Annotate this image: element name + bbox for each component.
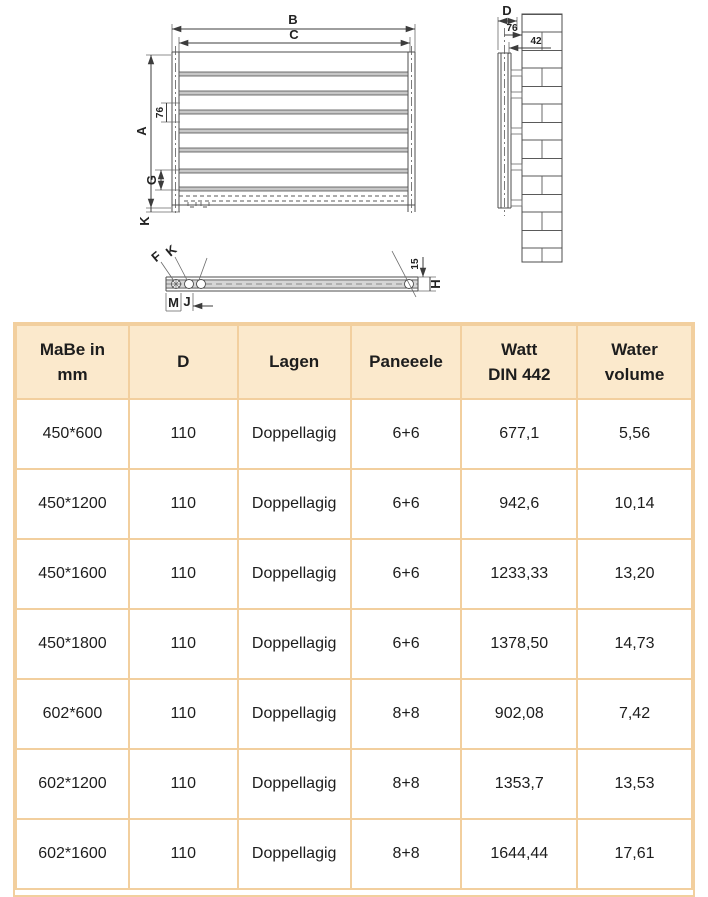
bottom-view-drawing (148, 241, 443, 311)
brick-wall (522, 14, 562, 262)
table-cell: 8+8 (351, 679, 462, 749)
specs-table (15, 324, 693, 890)
label-f: F (148, 248, 164, 265)
table-cell: 6+6 (351, 399, 462, 469)
column-header: Watt DIN 442 (461, 325, 577, 399)
table-row (16, 749, 692, 819)
table-cell: 110 (129, 679, 238, 749)
column-header: D (129, 325, 238, 399)
table-cell: 6+6 (351, 539, 462, 609)
table-cell: 602*1200 (16, 749, 129, 819)
column-header: Water volume (577, 325, 692, 399)
table-row (16, 819, 692, 889)
table-cell: 110 (129, 609, 238, 679)
dim-label-center-offset: 76 (506, 23, 518, 34)
table-cell: 450*1800 (16, 609, 129, 679)
table-cell: 13,53 (577, 749, 692, 819)
table-cell: 110 (129, 749, 238, 819)
table-cell: 602*1600 (16, 819, 129, 889)
table-cell: 7,42 (577, 679, 692, 749)
table-cell: Doppellagig (238, 609, 351, 679)
table-cell: Doppellagig (238, 399, 351, 469)
table-cell: Doppellagig (238, 469, 351, 539)
table-cell: 1378,50 (461, 609, 577, 679)
table-cell: 1353,7 (461, 749, 577, 819)
table-row (16, 609, 692, 679)
table-cell: 6+6 (351, 469, 462, 539)
table-cell: 6+6 (351, 609, 462, 679)
table-cell: 450*600 (16, 399, 129, 469)
label-m: M (168, 295, 179, 310)
label-h: H (428, 279, 443, 289)
front-view-drawing (134, 12, 415, 226)
table-cell: 1644,44 (461, 819, 577, 889)
table-cell: 602*600 (16, 679, 129, 749)
table-cell: Doppellagig (238, 749, 351, 819)
table-row (16, 679, 692, 749)
table-header-row (16, 325, 692, 399)
side-view-drawing (498, 3, 562, 262)
table-cell: 8+8 (351, 819, 462, 889)
table-cell: 450*1600 (16, 539, 129, 609)
table-cell: Doppellagig (238, 819, 351, 889)
table-cell: 110 (129, 469, 238, 539)
dim-label-c: C (289, 27, 299, 42)
table-cell: 110 (129, 819, 238, 889)
table-row (16, 539, 692, 609)
table-row (16, 469, 692, 539)
column-header: MaBe in mm (16, 325, 129, 399)
table-cell: 17,61 (577, 819, 692, 889)
dim-label-d: D (502, 3, 512, 18)
dim-label-g: G (144, 174, 159, 186)
port-connection (185, 280, 194, 289)
port-connection (197, 280, 206, 289)
table-cell: Doppellagig (238, 679, 351, 749)
technical-drawing (0, 0, 708, 322)
dim-label-a: A (134, 126, 149, 136)
column-header: Lagen (238, 325, 351, 399)
dim-label-edge-height: 15 (410, 258, 421, 270)
dim-label-wall-distance: 42 (530, 36, 542, 47)
table-cell: 677,1 (461, 399, 577, 469)
specs-table-wrapper (13, 322, 695, 897)
table-cell: 110 (129, 539, 238, 609)
table-cell: 13,20 (577, 539, 692, 609)
dim-label-slat-pitch: 76 (155, 106, 166, 119)
table-cell: Doppellagig (238, 539, 351, 609)
table-cell: 450*1200 (16, 469, 129, 539)
label-j: J (183, 294, 191, 309)
dim-label-b: B (288, 12, 298, 27)
table-row (16, 399, 692, 469)
table-cell: 14,73 (577, 609, 692, 679)
table-cell: 1233,33 (461, 539, 577, 609)
table-cell: 5,56 (577, 399, 692, 469)
table-cell: 10,14 (577, 469, 692, 539)
table-cell: 902,08 (461, 679, 577, 749)
dim-label-k: K (137, 216, 152, 226)
table-cell: 8+8 (351, 749, 462, 819)
label-k: K (162, 241, 180, 260)
column-header: Paneeele (351, 325, 462, 399)
table-cell: 110 (129, 399, 238, 469)
table-cell: 942,6 (461, 469, 577, 539)
